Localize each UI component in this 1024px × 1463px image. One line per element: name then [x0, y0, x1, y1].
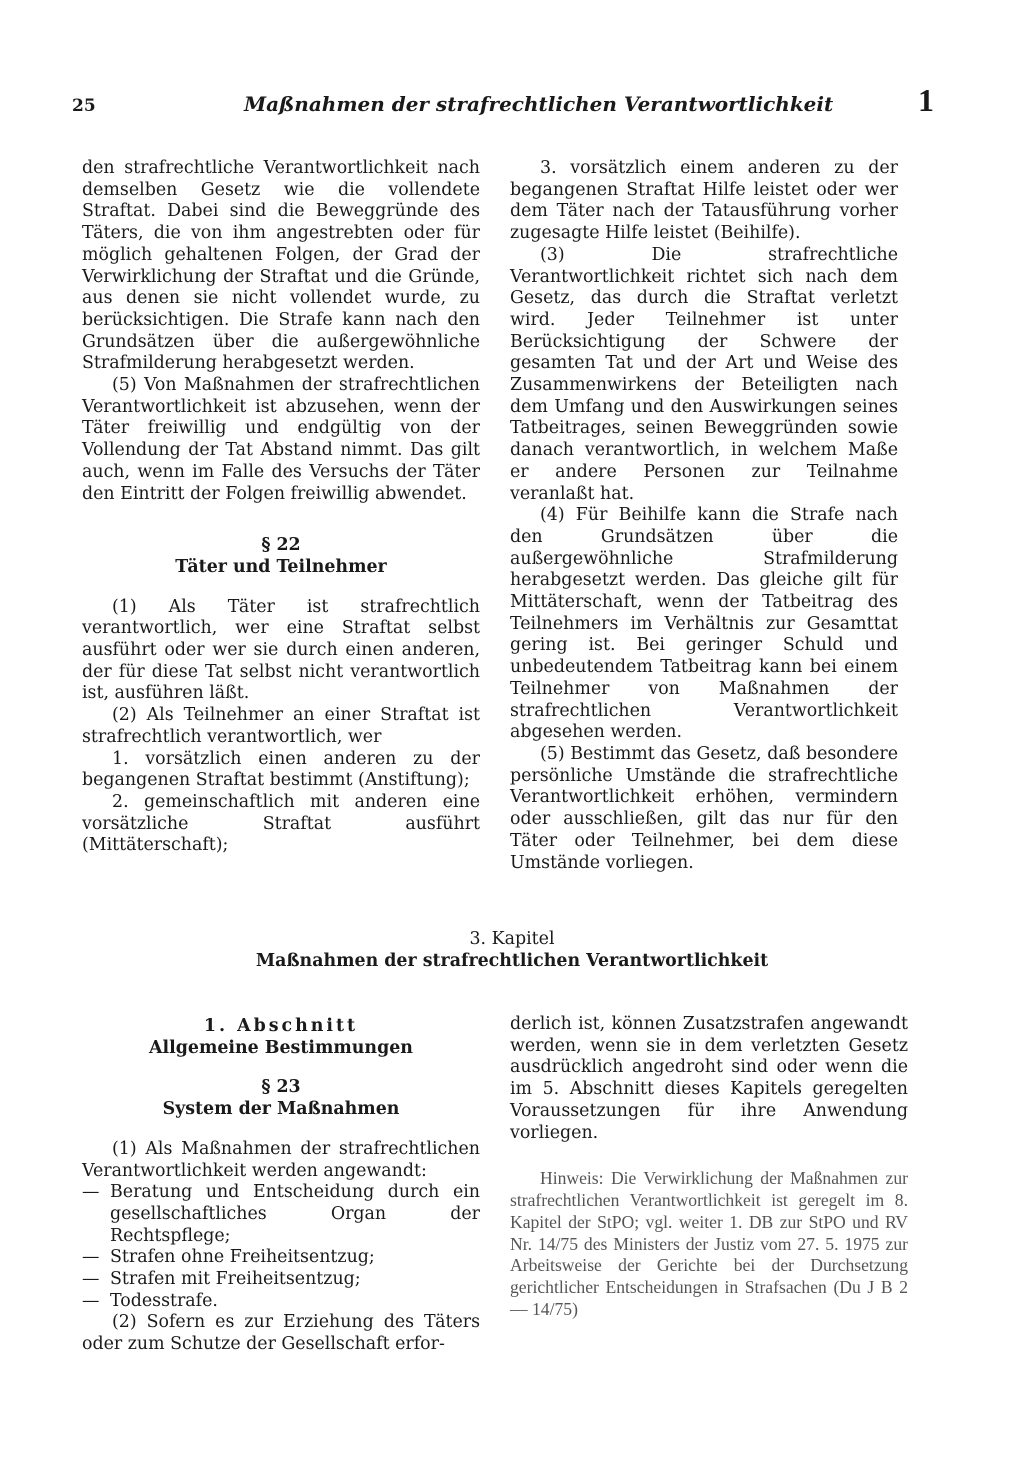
left-column: [82, 158, 480, 857]
list-item: [82, 1247, 480, 1269]
section-number: § 22: [261, 535, 301, 556]
chapter-heading: [0, 928, 1024, 972]
paragraph: (4) Für Beihilfe kann die Strafe nach den Grundsätzen über die außergewöhnliche Strafmilderung herabgesetzt werden. Das gleiche gilt für Mittäterschaft, wenn der Tatbeitrag des Teilnehmers im Verhältnis zur Gesamttat gering ist. Bei geringer Schuld und unbedeutendem Tatbeitrag kann bei einem Teilnehmer von Maßnahmen der strafrechtlichen Verantwortlichkeit abgesehen werden.: [510, 505, 898, 743]
dash-bullet: —: [82, 1290, 100, 1311]
lower-right-column: [510, 1014, 908, 1321]
paragraph: (1) Als Täter ist strafrechtlich verantwortlich, wer eine Straftat selbst ausführt oder wer sie durch einen anderen, der für diese Tat selbst nicht verantwortlich ist, ausführen läßt.: [82, 596, 480, 704]
paragraph: (5) Bestimmt das Gesetz, daß besondere persönliche Umstände die strafrechtliche Verantwortlichkeit erhöhen, vermindern oder ausschließen, gilt das nur für den Täter oder Teilnehmer, bei dem diese Umstände vorliegen.: [510, 743, 898, 873]
chapter-title: Maßnahmen der strafrechtlichen Verantwortlichkeit: [255, 951, 769, 971]
paragraph: (3) Die strafrechtliche Verantwortlichkeit richtet sich nach dem Gesetz, das durch die Straftat verletzt wird. Jeder Teilnehmer ist unter Berücksichtigung der Schwere der gesamten Tat und der Art und Weise des Zusammenwirkens der Beteiligten nach dem Umfang und den Auswirkungen seines Tatbeitrages, seinen Beweggründen sowie danach verantwortlich, in welchem Maße er andere Personen zur Teilnahme veranlaßt hat.: [510, 244, 898, 504]
page-header: [72, 82, 934, 118]
lower-left-column: [82, 1016, 480, 1356]
list-item-text: Todesstrafe.: [110, 1290, 218, 1311]
dash-bullet: —: [82, 1269, 100, 1290]
paragraph: (2) Als Teilnehmer an einer Straftat ist strafrechtlich verantwortlich, wer: [82, 705, 480, 747]
page-number: 25: [72, 96, 96, 116]
list-item-text: Beratung und Entscheidung durch ein gesellschaftliches Organ der Rechtspflege;: [110, 1182, 480, 1246]
dash-bullet: —: [82, 1247, 100, 1268]
paragraph: (5) Von Maßnahmen der strafrechtlichen Verantwortlichkeit ist abzusehen, wenn der Täter freiwillig und endgültig von der Vollendung der Tat Abstand nimmt. Das gilt auch, wenn im Falle des Versuchs der Täter den Eintritt der Folgen freiwillig abwendet.: [82, 375, 480, 504]
list-item: [82, 1269, 480, 1291]
section-title: Täter und Teilnehmer: [175, 556, 387, 577]
paragraph: (2) Sofern es zur Erziehung des Täters oder zum Schutze der Gesellschaft erfor-: [82, 1312, 480, 1355]
paragraph: 1. vorsätzlich einen anderen zu der begangenen Straftat bestimmt (Anstiftung);: [82, 748, 480, 791]
section-number: § 23: [261, 1077, 301, 1098]
chapter-number-marker: 1: [918, 82, 934, 118]
list-item: [82, 1182, 480, 1247]
dash-bullet: —: [82, 1182, 100, 1203]
section-title: System der Maßnahmen: [162, 1099, 400, 1120]
part-number: 1. Abschnitt: [203, 1016, 359, 1036]
list-item-text: Strafen mit Freiheitsentzug;: [110, 1269, 361, 1290]
chapter-number: 3. Kapitel: [469, 929, 555, 949]
list-item: [82, 1291, 480, 1313]
paragraph: derlich ist, können Zusatzstrafen angewandt werden, wenn sie in dem verletzten Gesetz ausdrücklich angedroht sind oder wenn die im 5. Abschnitt dieses Kapitels geregelten Voraussetzungen für ihre Anwendung vorliegen.: [510, 1014, 908, 1143]
editorial-note: Hinweis: Die Verwirklichung der Maßnahmen zur strafrechtlichen Verantwortlichkeit ist geregelt im 8. Kapitel der StPO; vgl. weiter 1. DB zur StPO und RV Nr. 14/75 des Ministers der Justiz vom 27. 5. 1975 zur Arbeitsweise der Gerichte bei der Durchsetzung gerichtlicher Entscheidungen in Strafsachen (Du J B 2 — 14/75): [510, 1168, 908, 1319]
list-item-text: Strafen ohne Freiheitsentzug;: [110, 1247, 375, 1268]
paragraph: 3. vorsätzlich einem anderen zu der begangenen Straftat Hilfe leistet oder wer dem Täter nach der Tatausführung vorher zugesagte Hilfe leistet (Beihilfe).: [510, 158, 898, 244]
running-title: Maßnahmen der strafrechtlichen Verantwortlichkeit: [244, 92, 834, 116]
part-title: Allgemeine Bestimmungen: [149, 1037, 413, 1058]
paragraph: (1) Als Maßnahmen der strafrechtlichen Verantwortlichkeit werden angewandt:: [82, 1138, 480, 1181]
paragraph: 2. gemeinschaftlich mit anderen eine vorsätzliche Straftat ausführt (Mittäterschaft);: [82, 791, 480, 856]
right-column: [510, 158, 898, 874]
paragraph: den strafrechtliche Verantwortlichkeit nach demselben Gesetz wie die vollendete Straftat. Dabei sind die Beweggründe des Täters, die von ihm angestrebten oder für möglich gehaltenen Folgen, der Grad der Verwirklichung der Straftat und die Gründe, aus denen sie nicht vollendet wurde, zu berücksichtigen. Die Strafe kann nach den Grundsätzen über die außergewöhnliche Strafmilderung herabgesetzt werden.: [82, 158, 480, 374]
